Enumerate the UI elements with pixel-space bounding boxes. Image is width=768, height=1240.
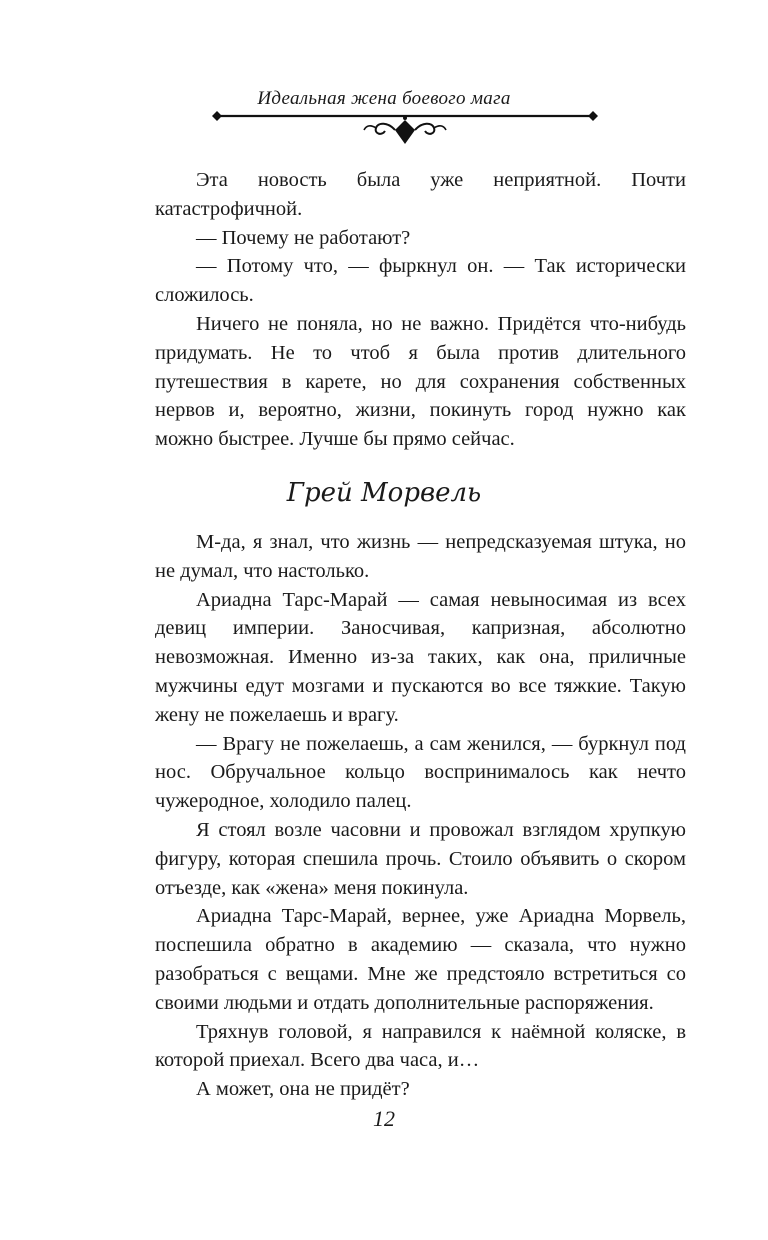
page-number: 12	[373, 1106, 395, 1131]
paragraph: Ариадна Тарс-Марай, вернее, уже Ариадна Морвель, поспешила обратно в академию — сказала, что нужно разобраться с вещами. Мне же предстояло встретиться со своими людьми и отдать дополнительные распоряжения.	[155, 905, 686, 1014]
paragraph: — Врагу не пожелаешь, а сам женился, — буркнул под нос. Обручальное кольцо воспринималось как нечто чужеродное, холодило палец.	[155, 732, 686, 813]
paragraph: Ничего не поняла, но не важно. Придётся что-нибудь придумать. Не то чтоб я была против длительного путешествия в карете, но для сохранения собственных нервов и, вероятно, жизни, покинуть город нужно как можно быстрее. Лучше бы прямо сейчас.	[155, 312, 686, 451]
paragraph: — Почему не работают?	[196, 226, 411, 249]
paragraph: Я стоял возле часовни и провожал взглядом хрупкую фигуру, которая спешила прочь. Стоило объявить о скором отъезде, как «жена» меня покинула.	[155, 818, 686, 899]
text-block-before-section	[155, 166, 686, 454]
paragraph: Ариадна Тарс-Марай — самая невыносимая из всех девиц империи. Заносчивая, капризная, абсолютно невозможная. Именно из-за таких, как она, приличные мужчины едут мозгами и пускаются во все тяжкие. Такую жену не пожелаешь и врагу.	[155, 588, 686, 726]
paragraph: А может, она не придёт?	[196, 1078, 410, 1101]
ornament-divider	[210, 104, 600, 150]
running-header	[0, 0, 768, 150]
section-heading: Грей Морвель	[286, 478, 482, 508]
book-title: Идеальная жена боевого мага	[257, 88, 511, 109]
text-block-after-section	[155, 528, 686, 1104]
paragraph: М-да, я знал, что жизнь — непредсказуемая штука, но не думал, что настолько.	[155, 531, 686, 582]
paragraph: Эта новость была уже неприятной. Почти катастрофичной.	[155, 169, 686, 220]
paragraph: — Потому что, — фыркнул он. — Так исторически сложилось.	[155, 255, 686, 307]
paragraph: Тряхнув головой, я направился к наёмной коляске, в которой приехал. Всего два часа, и…	[155, 1020, 686, 1072]
